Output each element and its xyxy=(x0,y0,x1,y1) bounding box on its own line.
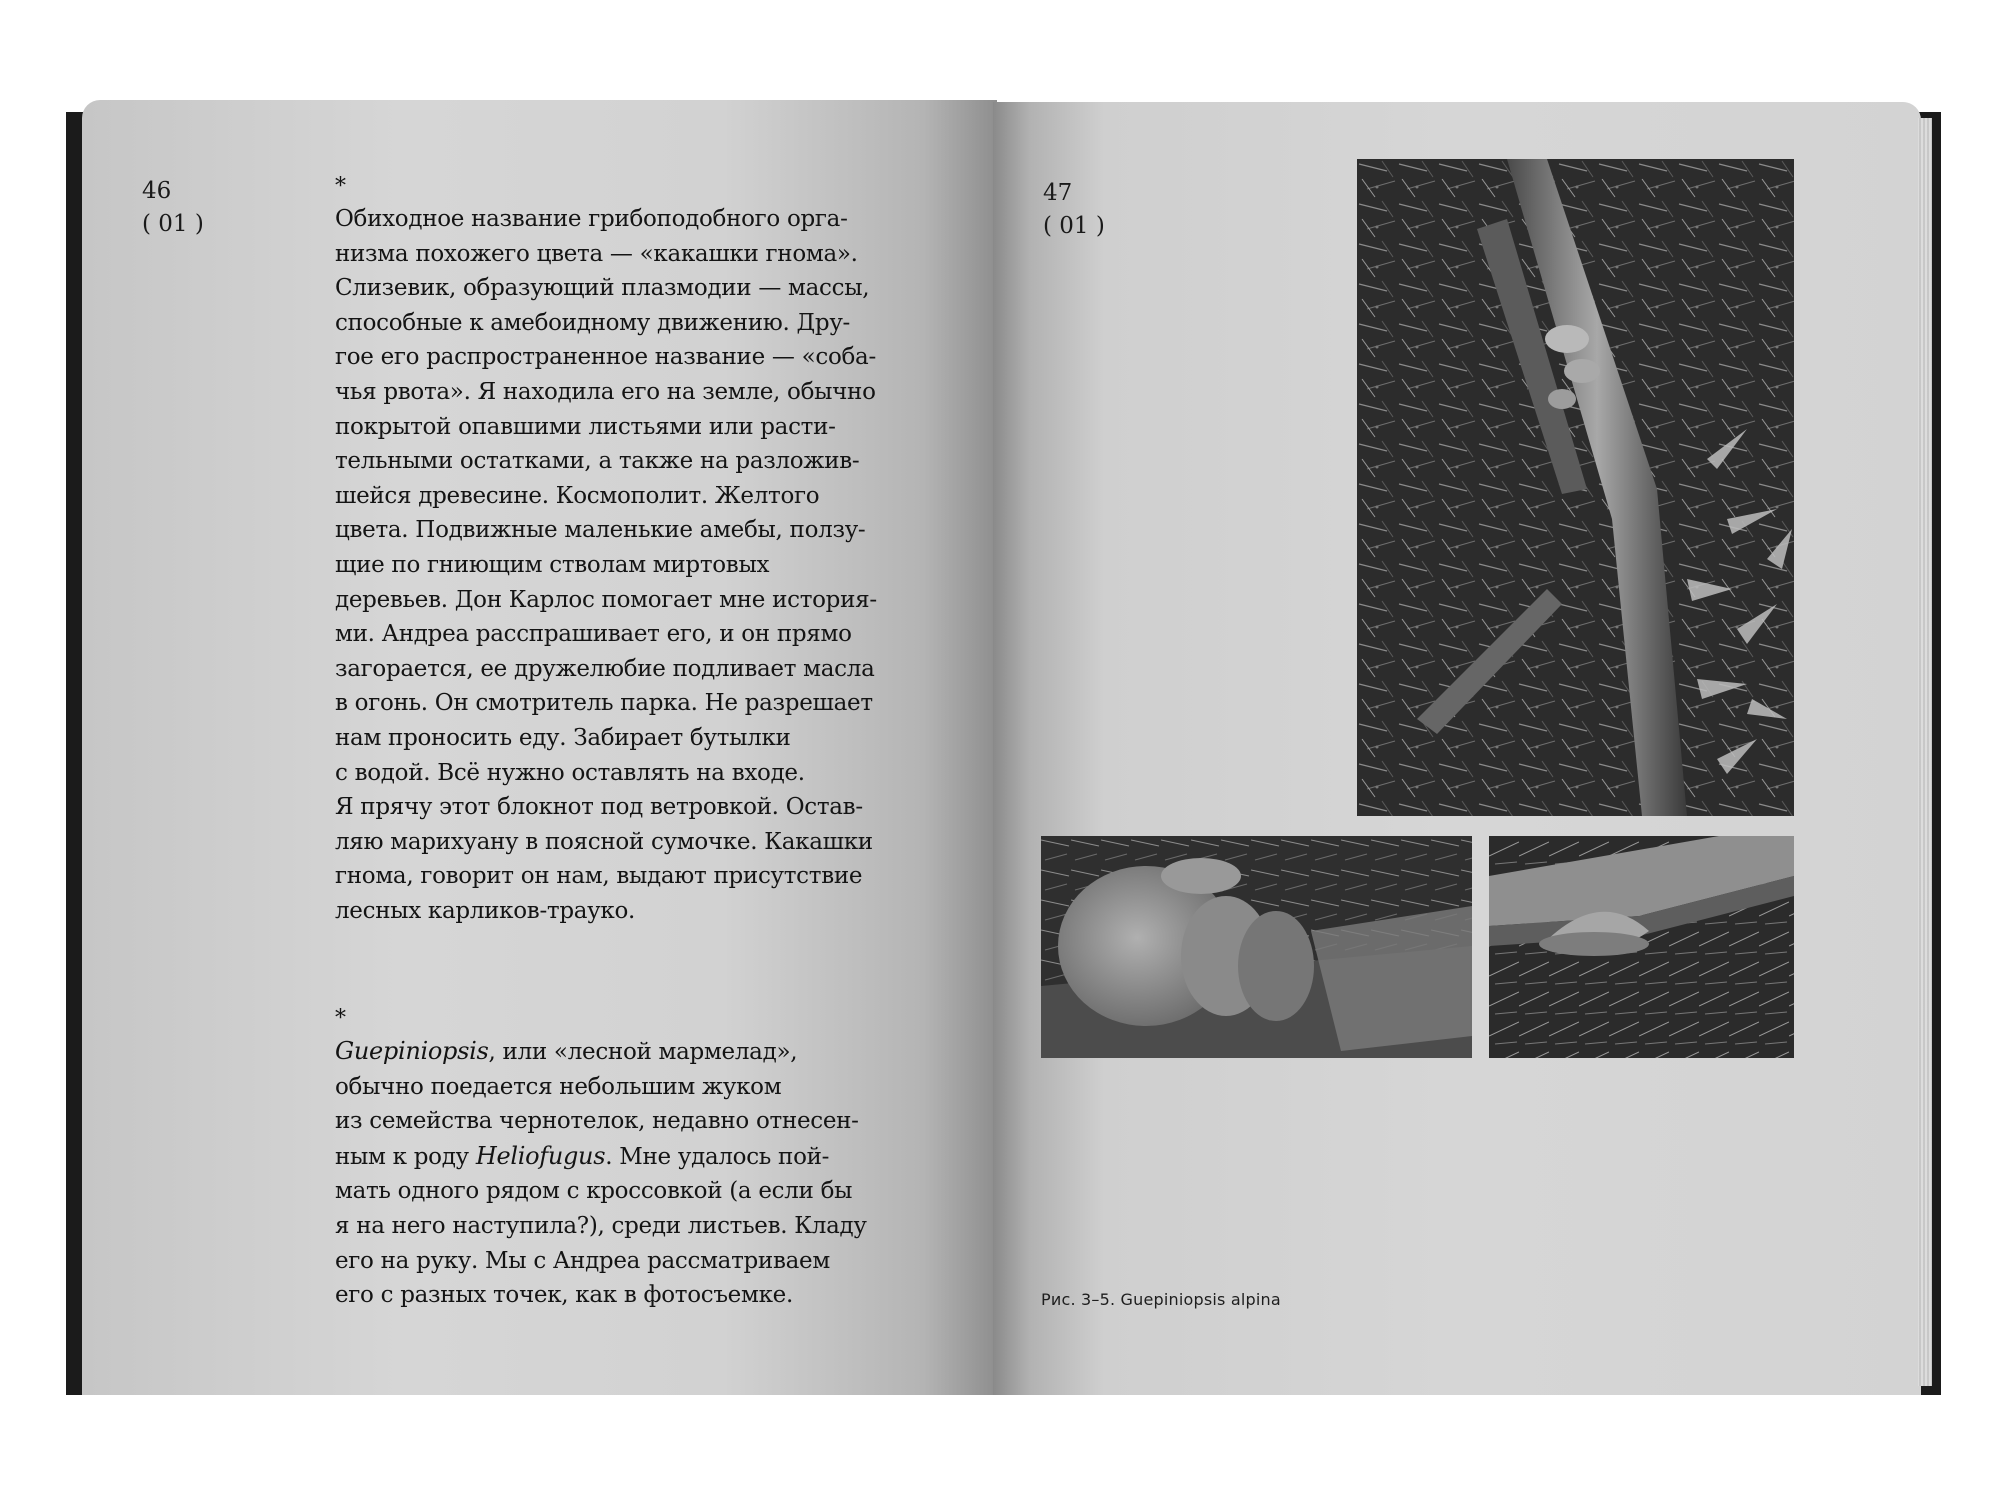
text-line: я на него наступила?), среди листьев. Кладу xyxy=(335,1212,867,1239)
text-line: в огонь. Он смотритель парка. Не разрешает xyxy=(335,690,873,717)
text-line: ми. Андреа расспрашивает его, и он прямо xyxy=(335,621,852,648)
text-line: его на руку. Мы с Андреа рассматриваем xyxy=(335,1247,830,1274)
text-line: его с разных точек, как в фотосъемке. xyxy=(335,1282,793,1309)
fungi-cluster-illustration xyxy=(1041,836,1472,1058)
forest-floor-illustration xyxy=(1357,159,1794,816)
left-section-marker: ( 01 ) xyxy=(142,211,204,237)
asterisk-marker: * xyxy=(335,174,346,199)
text-line: с водой. Всё нужно оставлять на входе. xyxy=(335,759,805,786)
right-page-number: 47 xyxy=(1043,180,1073,206)
genus-name: Heliofugus xyxy=(475,1141,606,1170)
text-line: ляю марихуану в поясной сумочке. Какашки xyxy=(335,828,873,855)
text-line: загорается, ее дружелюбие подливает масла xyxy=(335,655,875,682)
text-line: покрытой опавшими листьями или расти- xyxy=(335,413,836,440)
text-line: тельными остатками, а также на разложив- xyxy=(335,448,860,475)
page-edges xyxy=(1918,118,1932,1386)
text-line: Обиходное название грибоподобного орга- xyxy=(335,206,848,232)
text-line: Я прячу этот блокнот под ветровкой. Остав- xyxy=(335,794,863,821)
genus-name: Guepiniopsis xyxy=(335,1037,489,1065)
photo-single-fungus xyxy=(1489,836,1794,1058)
text-line xyxy=(335,1139,895,1175)
text-block-guepiniopsis xyxy=(335,1004,895,1313)
text-line: мать одного рядом с кроссовкой (а если бы xyxy=(335,1178,853,1205)
text-line: щие по гниющим стволам миртовых xyxy=(335,551,770,578)
text-line: шейся древесине. Космополит. Желтого xyxy=(335,482,820,509)
text-run: ным к роду xyxy=(335,1143,476,1170)
text-line: из семейства чернотелок, недавно отнесен- xyxy=(335,1108,859,1135)
photo-forest-floor-branch xyxy=(1357,159,1794,816)
text-block-slime-mold xyxy=(335,172,895,928)
text-line: нам проносить еду. Забирает бутылки xyxy=(335,724,791,751)
text-run: . Мне удалось пой- xyxy=(605,1143,830,1170)
text-line: лесных карликов-трауко. xyxy=(335,897,636,924)
right-section-marker: ( 01 ) xyxy=(1043,213,1105,239)
text-line: низма похожего цвета — «какашки гнома». xyxy=(335,240,858,267)
text-line xyxy=(335,1034,895,1070)
text-line: гнома, говорит он нам, выдают присутствие xyxy=(335,863,863,890)
text-line: чья рвота». Я находила его на земле, обычно xyxy=(335,378,876,405)
text-line: деревьев. Дон Карлос помогает мне история- xyxy=(335,586,877,613)
asterisk-marker: * xyxy=(335,1006,346,1031)
right-folio xyxy=(1043,177,1105,243)
text-line: цвета. Подвижные маленькие амебы, ползу- xyxy=(335,517,866,544)
text-line: способные к амебоидному движению. Дру- xyxy=(335,309,851,336)
text-run: , или «лесной мармелад», xyxy=(488,1039,798,1065)
single-fungus-illustration xyxy=(1489,836,1794,1058)
left-page-number: 46 xyxy=(142,178,172,204)
photo-fungi-cluster xyxy=(1041,836,1472,1058)
text-line: обычно поедается небольшим жуком xyxy=(335,1073,782,1100)
text-line: Слизевик, образующий плазмодии — массы, xyxy=(335,275,870,302)
left-folio xyxy=(142,175,204,241)
text-line: гое его распространенное название — «соба- xyxy=(335,344,876,371)
figure-caption: Рис. 3–5. Guepiniopsis alpina xyxy=(1041,1290,1281,1309)
